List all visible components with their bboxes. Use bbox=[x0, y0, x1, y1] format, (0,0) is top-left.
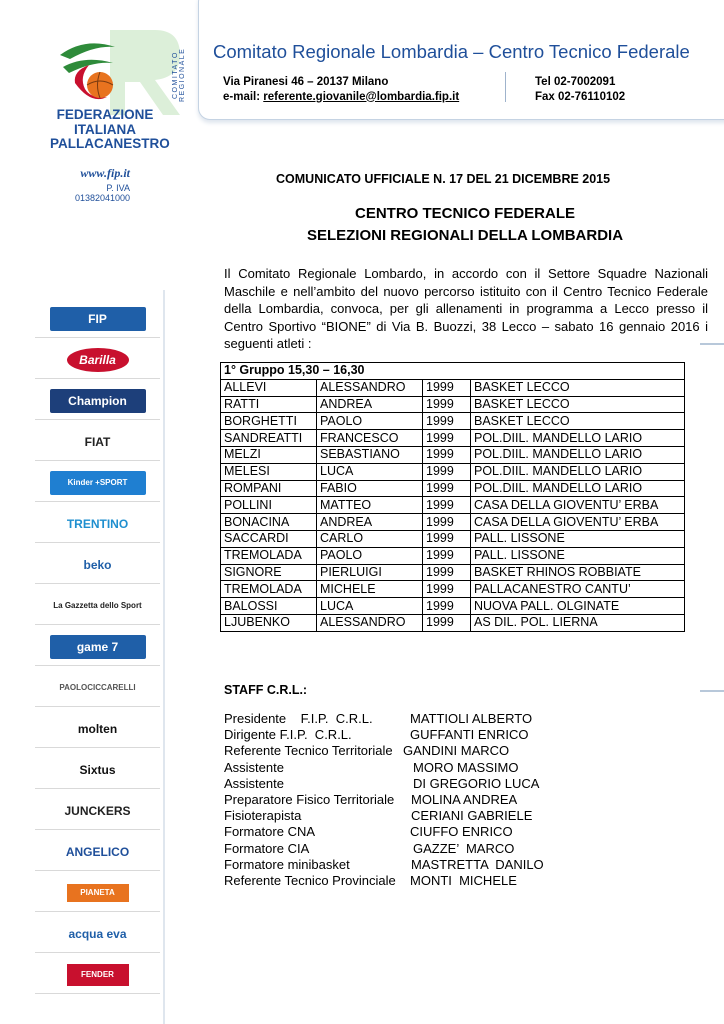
staff-name: CIUFFO ENRICO bbox=[410, 824, 513, 840]
header-address bbox=[223, 75, 459, 104]
sponsor-fiat bbox=[35, 423, 160, 461]
address-line: Via Piranesi 46 – 20137 Milano bbox=[223, 76, 389, 88]
table-row bbox=[221, 463, 685, 480]
player-surname: ALLEVI bbox=[221, 379, 317, 396]
staff-name: MOLINA ANDREA bbox=[411, 791, 518, 807]
sidebar-divider bbox=[163, 290, 165, 1024]
staff-name: CERIANI GABRIELE bbox=[411, 808, 533, 824]
sponsor-pianeta-basket bbox=[35, 874, 160, 912]
player-birth-year: 1999 bbox=[423, 396, 471, 413]
player-surname: BORGHETTI bbox=[221, 413, 317, 430]
staff-role: Formatore CNA bbox=[224, 824, 316, 840]
player-firstname: SEBASTIANO bbox=[317, 446, 423, 463]
player-surname: SACCARDI bbox=[221, 530, 317, 547]
sponsor-FIP bbox=[35, 300, 160, 338]
federation-name bbox=[50, 107, 170, 152]
player-firstname: MICHELE bbox=[317, 581, 423, 598]
player-club: PALL. LISSONE bbox=[471, 547, 685, 564]
player-surname: RATTI bbox=[221, 396, 317, 413]
junckers-logo: JUNCKERS bbox=[64, 803, 131, 818]
table-row bbox=[221, 514, 685, 531]
paolo-ciccarelli-logo: PAOLOCICCARELLI bbox=[59, 683, 136, 692]
player-club: PALLACANESTRO CANTU’ bbox=[471, 581, 685, 598]
player-surname: LJUBENKO bbox=[221, 614, 317, 631]
champion-logo: Champion bbox=[50, 389, 146, 413]
player-birth-year: 1999 bbox=[423, 463, 471, 480]
staff-name: MATTIOLI ALBERTO bbox=[410, 711, 533, 726]
player-firstname: FABIO bbox=[317, 480, 423, 497]
player-birth-year: 1999 bbox=[423, 547, 471, 564]
table-row bbox=[221, 446, 685, 463]
table-row bbox=[221, 530, 685, 547]
player-birth-year: 1999 bbox=[423, 614, 471, 631]
sponsor-champion bbox=[35, 382, 160, 420]
document-title: CENTRO TECNICO FEDERALE bbox=[354, 205, 575, 222]
player-firstname: ALESSANDRO bbox=[317, 379, 423, 396]
player-club: BASKET LECCO bbox=[471, 379, 685, 396]
sponsor-trentino bbox=[35, 505, 160, 543]
player-surname: SANDREATTI bbox=[221, 430, 317, 447]
staff-role: Assistente bbox=[224, 775, 284, 791]
fender-logo: FENDER bbox=[67, 964, 129, 986]
table-row bbox=[221, 497, 685, 514]
player-surname: BONACINA bbox=[221, 514, 317, 531]
sponsor-paolo-ciccarelli bbox=[35, 669, 160, 707]
player-firstname: PAOLO bbox=[317, 413, 423, 430]
table-row bbox=[221, 430, 685, 447]
player-surname: SIGNORE bbox=[221, 564, 317, 581]
federation-name-line: ITALIANA bbox=[74, 121, 136, 137]
player-birth-year: 1999 bbox=[423, 497, 471, 514]
player-surname: ROMPANI bbox=[221, 480, 317, 497]
player-firstname: PIERLUIGI bbox=[317, 564, 423, 581]
player-club: POL.DIIL. MANDELLO LARIO bbox=[471, 463, 685, 480]
staff-name: GUFFANTI ENRICO bbox=[410, 727, 529, 743]
player-firstname: MATTEO bbox=[317, 497, 423, 514]
kinder-sport-logo: Kinder +SPORT bbox=[50, 471, 146, 495]
staff-role: Presidente F.I.P. C.R.L. bbox=[224, 711, 373, 726]
player-club: POL.DIIL. MANDELLO LARIO bbox=[471, 480, 685, 497]
sponsor-game7 bbox=[35, 628, 160, 666]
player-firstname: ALESSANDRO bbox=[317, 614, 423, 631]
federation-name-line: PALLACANESTRO bbox=[50, 136, 170, 151]
federation-vat: P. IVA 01382041000 bbox=[74, 183, 130, 203]
table-row bbox=[221, 480, 685, 497]
player-club: CASA DELLA GIOVENTU’ ERBA bbox=[471, 514, 685, 531]
sponsor-sixtus bbox=[35, 751, 160, 789]
sponsor-angelico bbox=[35, 833, 160, 871]
comunicato-heading: COMUNICATO UFFICIALE N. 17 DEL 21 DICEMBRE 2015 bbox=[276, 172, 611, 186]
comitato-vertical-label: COMITATO REGIONALE bbox=[172, 47, 186, 103]
table-row bbox=[221, 379, 685, 396]
staff-name: DI GREGORIO LUCA bbox=[413, 775, 540, 791]
table-row bbox=[221, 598, 685, 615]
sponsor-junckers bbox=[35, 792, 160, 830]
staff-name: MORO MASSIMO bbox=[413, 759, 519, 775]
table-row bbox=[221, 413, 685, 430]
intro-paragraph: Il Comitato Regionale Lombardo, in accordo con il Settore Squadre Nazionali Maschile e nell’ambito del nuovo percorso istituito con il Centro Tecnico Federale della Lombardia, convoca, per gli allenamenti in programma a Lecco presso il Centro Sportivo “BIONE” di Via B. Buozzi, 38 Lecco – sabato 16 gennaio 2016 i seguenti atleti : bbox=[224, 266, 708, 351]
game7-logo: game 7 bbox=[50, 635, 146, 659]
fiat-logo: FIAT bbox=[84, 434, 111, 449]
player-firstname: LUCA bbox=[317, 463, 423, 480]
table-row bbox=[221, 547, 685, 564]
player-firstname: CARLO bbox=[317, 530, 423, 547]
player-firstname: ANDREA bbox=[317, 396, 423, 413]
player-club: CASA DELLA GIOVENTU’ ERBA bbox=[471, 497, 685, 514]
trentino-logo: TRENTINO bbox=[66, 516, 129, 531]
player-surname: MELZI bbox=[221, 446, 317, 463]
player-club: POL.DIIL. MANDELLO LARIO bbox=[471, 430, 685, 447]
player-surname: TREMOLADA bbox=[221, 547, 317, 564]
player-surname: BALOSSI bbox=[221, 598, 317, 615]
sponsor-beko bbox=[35, 546, 160, 584]
staff-name: MONTI MICHELE bbox=[410, 872, 517, 888]
player-club: PALL. LISSONE bbox=[471, 530, 685, 547]
fax: Fax 02-76110102 bbox=[535, 90, 626, 103]
sponsor-gazzetta bbox=[35, 587, 160, 625]
sponsor-fender bbox=[35, 956, 160, 994]
player-surname: TREMOLADA bbox=[221, 581, 317, 598]
document-subtitle: SELEZIONI REGIONALI DELLA LOMBARDIA bbox=[306, 227, 624, 244]
players-table bbox=[220, 362, 685, 632]
staff-role: Preparatore Fisico Territoriale bbox=[224, 791, 395, 807]
beko-logo: beko bbox=[83, 557, 112, 572]
table-row bbox=[221, 396, 685, 413]
player-firstname: ANDREA bbox=[317, 514, 423, 531]
player-birth-year: 1999 bbox=[423, 581, 471, 598]
staff-role: Dirigente F.I.P. C.R.L. bbox=[224, 727, 352, 743]
staff-role: Referente Tecnico Territoriale bbox=[224, 743, 393, 759]
email-line bbox=[223, 90, 459, 105]
player-birth-year: 1999 bbox=[423, 598, 471, 615]
header-title: Comitato Regionale Lombardia – Centro Tecnico Federale bbox=[213, 41, 690, 62]
header-contacts bbox=[535, 75, 625, 104]
player-surname: POLLINI bbox=[221, 497, 317, 514]
federation-name-line: FEDERAZIONE bbox=[56, 107, 154, 122]
molten-logo: molten bbox=[77, 721, 118, 736]
staff-name: GANDINI MARCO bbox=[403, 743, 510, 759]
player-club: BASKET LECCO bbox=[471, 396, 685, 413]
pianeta-basket-logo: PIANETA bbox=[67, 884, 129, 902]
staff-role: Formatore minibasket bbox=[224, 856, 350, 872]
header-separator bbox=[505, 72, 506, 102]
sidebar bbox=[0, 0, 186, 1024]
player-birth-year: 1999 bbox=[423, 564, 471, 581]
player-birth-year: 1999 bbox=[423, 480, 471, 497]
player-birth-year: 1999 bbox=[423, 379, 471, 396]
staff-name: GAZZE’ MARCO bbox=[413, 840, 515, 856]
table-row bbox=[221, 581, 685, 598]
group-label: 1° Gruppo 15,30 – 16,30 bbox=[221, 363, 685, 380]
player-surname: MELESI bbox=[221, 463, 317, 480]
barilla-logo: Barilla bbox=[67, 348, 129, 372]
sponsor-kinder-sport bbox=[35, 464, 160, 502]
margin-mark bbox=[700, 690, 724, 692]
player-birth-year: 1999 bbox=[423, 430, 471, 447]
staff-role: Formatore CIA bbox=[224, 840, 310, 856]
player-club: BASKET RHINOS ROBBIATE bbox=[471, 564, 685, 581]
angelico-logo: ANGELICO bbox=[65, 844, 130, 859]
player-club: NUOVA PALL. OLGINATE bbox=[471, 598, 685, 615]
player-birth-year: 1999 bbox=[423, 446, 471, 463]
staff-name: MASTRETTA DANILO bbox=[411, 856, 544, 872]
player-birth-year: 1999 bbox=[423, 413, 471, 430]
telephone: Tel 02-7002091 bbox=[535, 76, 616, 88]
FIP-logo: FIP bbox=[50, 307, 146, 331]
federation-website-link[interactable]: www.fip.it bbox=[80, 166, 130, 180]
gazzetta-logo: La Gazzetta dello Sport bbox=[53, 601, 142, 610]
table-row bbox=[221, 614, 685, 631]
player-club: AS DIL. POL. LIERNA bbox=[471, 614, 685, 631]
email-link[interactable]: referente.giovanile@lombardia.fip.it bbox=[263, 90, 460, 103]
player-firstname: FRANCESCO bbox=[317, 430, 423, 447]
email-label: e-mail: bbox=[223, 90, 264, 103]
player-birth-year: 1999 bbox=[423, 530, 471, 547]
table-row bbox=[221, 564, 685, 581]
player-birth-year: 1999 bbox=[423, 514, 471, 531]
staff-role: Referente Tecnico Provinciale bbox=[224, 872, 396, 888]
group-header-row bbox=[221, 363, 685, 380]
sixtus-logo: Sixtus bbox=[79, 762, 116, 777]
acqua-eva-logo: acqua eva bbox=[68, 926, 127, 941]
fip-logo-icon bbox=[55, 25, 185, 120]
sponsor-barilla bbox=[35, 341, 160, 379]
sponsor-acqua-eva bbox=[35, 915, 160, 953]
staff-title: STAFF C.R.L.: bbox=[224, 683, 308, 697]
staff-role: Assistente bbox=[224, 759, 284, 775]
sponsor-molten bbox=[35, 710, 160, 748]
staff-role: Fisioterapista bbox=[224, 808, 302, 824]
player-firstname: PAOLO bbox=[317, 547, 423, 564]
player-firstname: LUCA bbox=[317, 598, 423, 615]
player-club: BASKET LECCO bbox=[471, 413, 685, 430]
player-club: POL.DIIL. MANDELLO LARIO bbox=[471, 446, 685, 463]
